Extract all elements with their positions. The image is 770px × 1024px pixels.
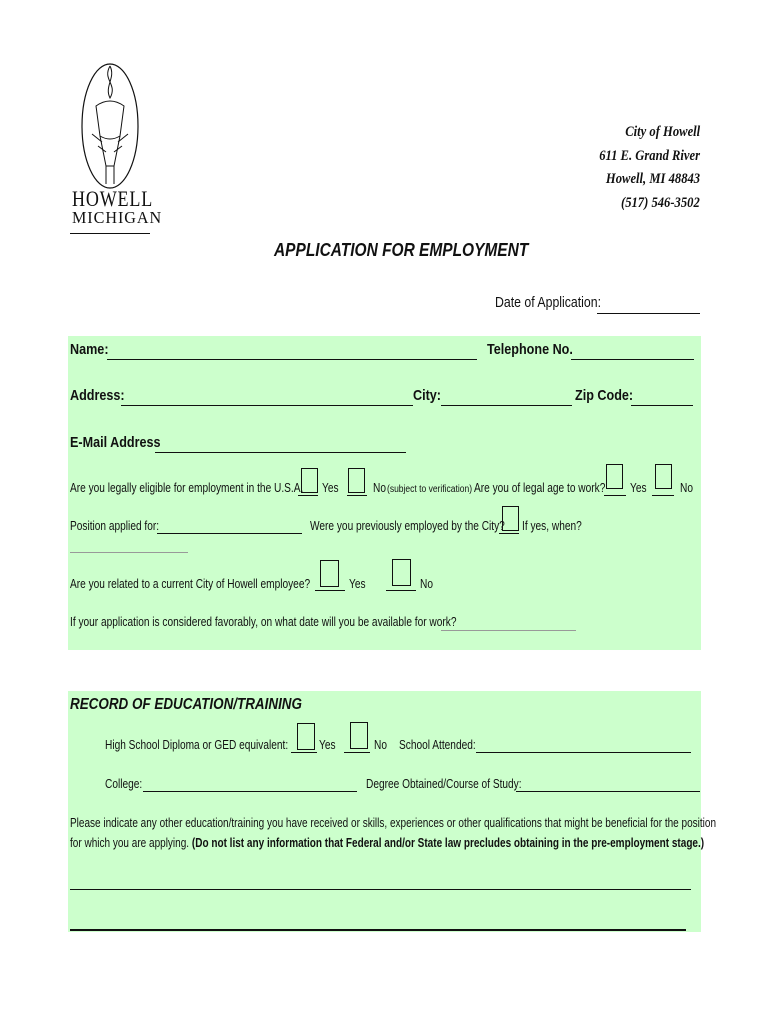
name-field[interactable] (107, 359, 477, 360)
date-of-application-label: Date of Application: (495, 294, 601, 311)
related-yes-line (315, 590, 345, 591)
legal-age-no-line (652, 495, 674, 496)
college-label: College: (105, 776, 143, 791)
related-no-checkbox[interactable] (392, 559, 411, 586)
previously-employed-line (499, 533, 519, 534)
related-yes-label: Yes (349, 576, 366, 591)
if-yes-when-field[interactable] (70, 552, 188, 553)
address-field[interactable] (121, 405, 413, 406)
eligible-yes-checkbox[interactable] (301, 468, 318, 493)
zip-code-field[interactable] (631, 405, 693, 406)
other-education-line-2[interactable] (70, 929, 686, 931)
other-education-line-1[interactable] (70, 889, 691, 890)
address-line-citystate: Howell, MI 48843 (605, 171, 700, 187)
name-label: Name: (70, 341, 109, 358)
previously-employed-question: Were you previously employed by the City? (310, 518, 505, 533)
other-education-note: Please indicate any other education/training you have received or skills, experiences or other qualifications that might be beneficial for the position (70, 815, 717, 830)
education-heading: RECORD OF EDUCATION/TRAINING (70, 696, 302, 713)
high-school-yes-checkbox[interactable] (297, 723, 315, 750)
date-of-application-field[interactable] (597, 313, 700, 314)
position-field[interactable] (157, 533, 302, 534)
degree-label: Degree Obtained/Course of Study: (366, 776, 522, 791)
high-school-yes-line (291, 752, 317, 753)
telephone-label: Telephone No. (487, 341, 573, 358)
other-education-note-2 (70, 835, 704, 850)
telephone-field[interactable] (571, 359, 694, 360)
email-field[interactable] (155, 452, 406, 453)
eligible-no-checkbox[interactable] (348, 468, 365, 493)
eligible-no-note: (subject to verification) (387, 484, 473, 495)
degree-field[interactable] (516, 791, 700, 792)
college-field[interactable] (143, 791, 357, 792)
address-line-street: 611 E. Grand River (599, 148, 700, 164)
related-no-label: No (420, 576, 433, 591)
if-yes-when-label: If yes, when? (522, 518, 582, 533)
availability-field[interactable] (441, 630, 576, 631)
other-education-note-prefix: for which you are applying. (70, 835, 190, 850)
eligible-yes-line (298, 495, 318, 496)
eligible-yes-label: Yes (322, 480, 339, 495)
high-school-no-checkbox[interactable] (350, 722, 368, 749)
position-label: Position applied for: (70, 518, 160, 533)
logo-divider (70, 233, 150, 234)
legal-age-yes-checkbox[interactable] (606, 464, 623, 489)
related-yes-checkbox[interactable] (320, 560, 339, 587)
related-no-line (386, 590, 416, 591)
city-field[interactable] (441, 405, 572, 406)
address-line-phone: (517) 546-3502 (621, 195, 700, 211)
address-label: Address: (70, 387, 125, 404)
legal-age-yes-label: Yes (630, 480, 647, 495)
related-question: Are you related to a current City of Howell employee? (70, 576, 311, 591)
high-school-no-line (344, 752, 370, 753)
legal-age-no-label: No (680, 480, 693, 495)
eligible-no-label: No (373, 480, 386, 495)
email-label: E-Mail Address (70, 434, 161, 451)
zip-code-label: Zip Code: (575, 387, 634, 404)
high-school-label: High School Diploma or GED equivalent: (105, 737, 289, 752)
legal-age-no-checkbox[interactable] (655, 464, 672, 489)
legal-age-question: Are you of legal age to work? (474, 480, 606, 495)
form-title: APPLICATION FOR EMPLOYMENT (274, 240, 529, 260)
logo-text-michigan: MICHIGAN (72, 208, 163, 227)
other-education-note-warning: (Do not list any information that Federal and/or State law precludes obtaining in the pre-employment stage.) (191, 835, 705, 850)
school-attended-field[interactable] (476, 752, 691, 753)
education-section (68, 691, 701, 932)
previously-employed-checkbox[interactable] (502, 506, 519, 531)
high-school-no-label: No (374, 737, 387, 752)
school-attended-label: School Attended: (399, 737, 476, 752)
logo-text-howell: HOWELL (72, 186, 154, 211)
legal-age-yes-line (604, 495, 626, 496)
high-school-yes-label: Yes (319, 737, 336, 752)
eligible-no-line (347, 495, 367, 496)
address-line-city: City of Howell (625, 124, 700, 140)
city-label: City: (413, 387, 442, 404)
eligible-question: Are you legally eligible for employment in the U.S.A. (70, 480, 304, 495)
availability-question: If your application is considered favorably, on what date will you be available for work? (70, 614, 457, 629)
